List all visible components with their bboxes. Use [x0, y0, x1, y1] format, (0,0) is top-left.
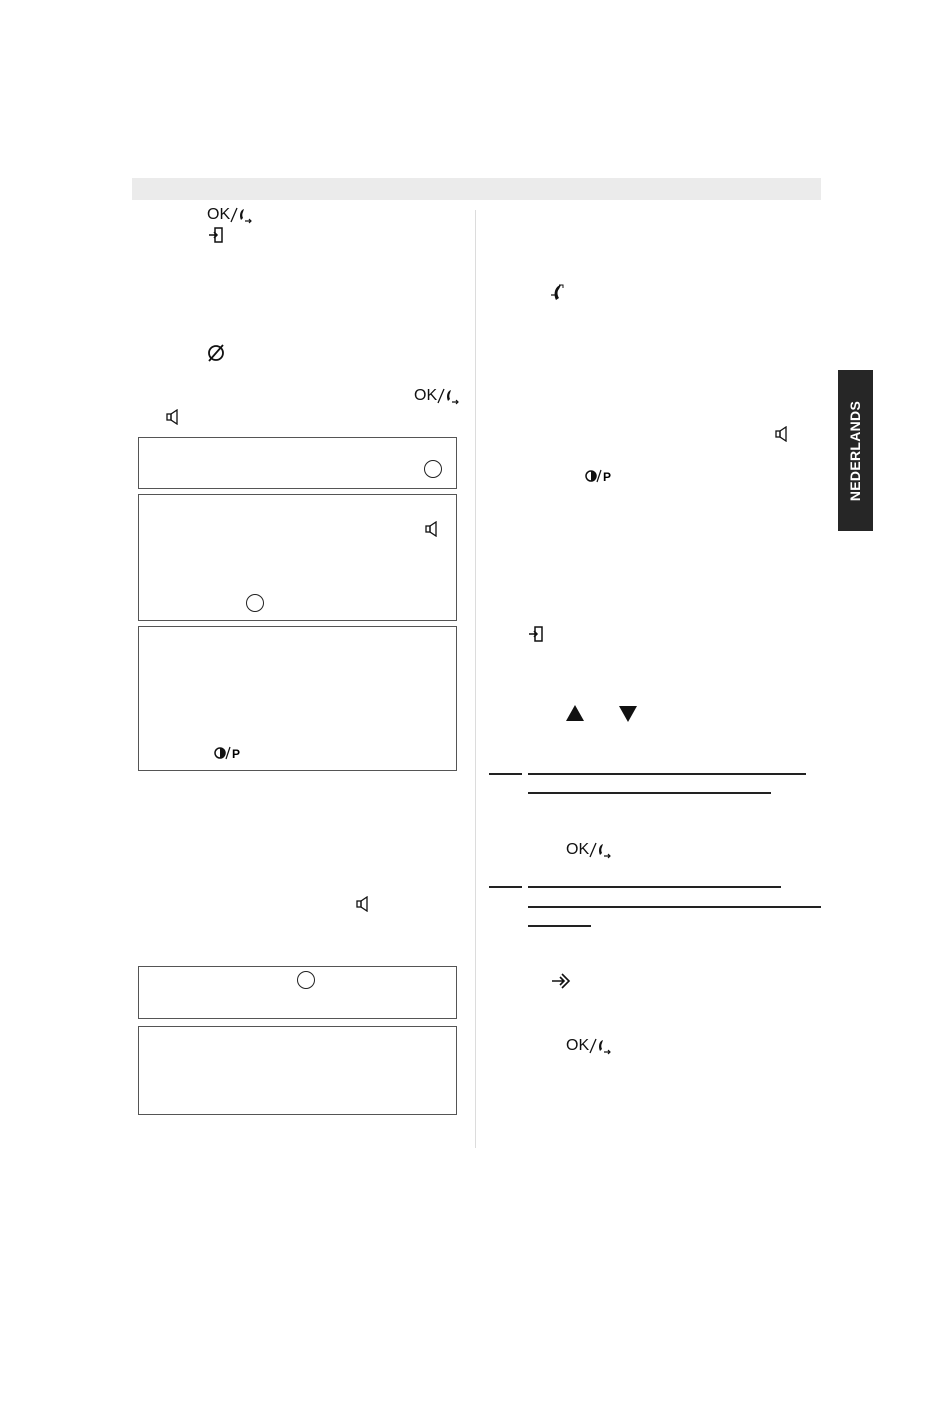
column-divider [475, 210, 476, 1148]
note-box-1 [138, 437, 457, 489]
language-tab[interactable] [838, 370, 873, 531]
note-box-3 [138, 626, 457, 771]
language-tab-label: NEDERLANDS [847, 400, 864, 501]
handset-icon [548, 283, 568, 303]
note-box-5 [138, 1026, 457, 1115]
rule-long-5 [528, 925, 591, 927]
ok-phone-key-icon-4: OK [566, 1037, 611, 1055]
note-box-4 [138, 966, 457, 1019]
speaker-icon [425, 521, 439, 537]
recall-pause-icon [585, 468, 615, 484]
speaker-icon [775, 426, 789, 442]
up-arrow-icon [566, 705, 584, 721]
menu-exit-icon [208, 226, 224, 244]
header-bar [132, 178, 821, 200]
rule-long-1 [528, 773, 806, 775]
null-icon [206, 343, 226, 363]
ok-key-label: OK [207, 206, 231, 223]
rule-long-3 [528, 886, 781, 888]
svg-text:P: P [232, 747, 241, 761]
rule-long-2 [528, 792, 771, 794]
down-arrow-icon [619, 706, 637, 722]
rule-long-4 [528, 906, 821, 908]
circle-icon [297, 971, 315, 989]
phone-arrow-icon [589, 1037, 611, 1055]
speaker-icon [356, 896, 370, 912]
menu-exit-icon [528, 625, 544, 643]
rule-short-2 [489, 886, 522, 888]
circle-icon [246, 594, 264, 612]
ok-phone-key-icon-3: OK [566, 841, 611, 859]
phone-arrow-icon [230, 206, 252, 224]
speaker-icon [166, 409, 180, 425]
circle-icon [424, 460, 442, 478]
enter-arrow-icon [550, 971, 572, 991]
phone-arrow-icon [437, 387, 459, 405]
ok-phone-key-icon-2: OK [414, 387, 459, 405]
phone-arrow-icon [589, 841, 611, 859]
rule-short-1 [489, 773, 522, 775]
ok-phone-key-icon [207, 206, 252, 224]
svg-text:P: P [603, 470, 612, 484]
recall-pause-icon [214, 745, 244, 761]
note-box-2 [138, 494, 457, 621]
